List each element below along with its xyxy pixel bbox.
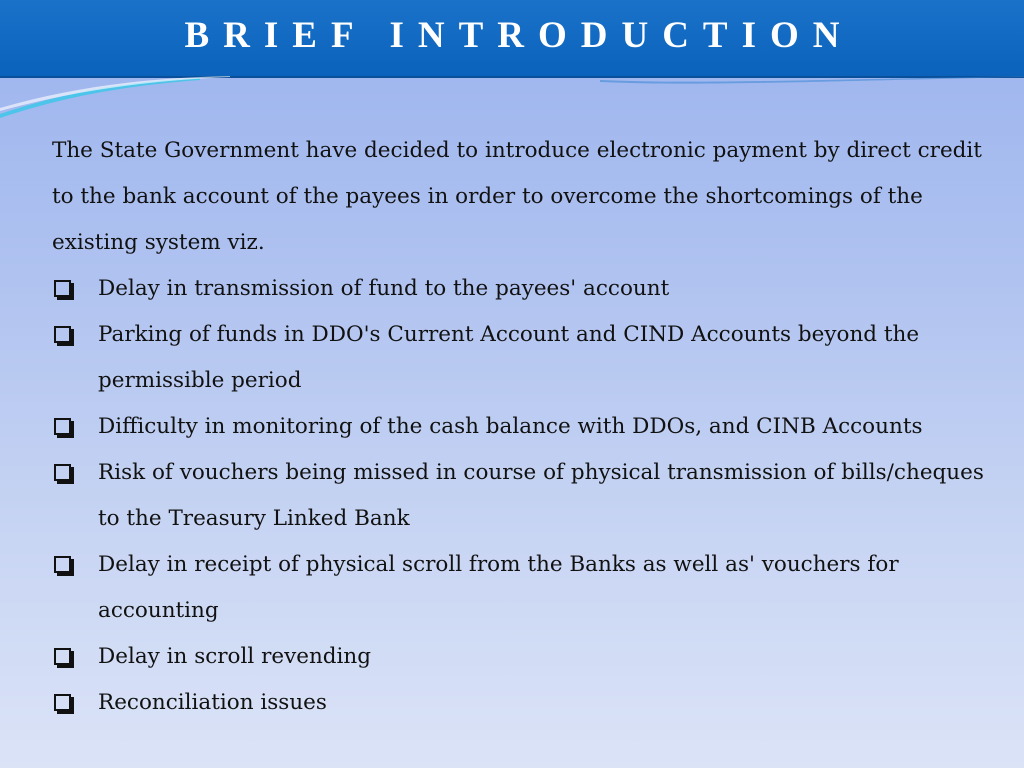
checkbox-square-icon xyxy=(54,694,71,711)
decorative-swoosh xyxy=(0,74,1024,124)
swoosh-curve-right xyxy=(600,76,1024,84)
checkbox-square-icon xyxy=(54,556,71,573)
list-item-text: Difficulty in monitoring of the cash balance with DDOs, and CINB Accounts xyxy=(98,414,923,439)
list-item-text: Parking of funds in DDO's Current Account and CIND Accounts beyond the permissible period xyxy=(98,322,920,393)
checkbox-square-icon xyxy=(54,326,71,343)
checkbox-square-icon xyxy=(54,464,71,481)
list-item xyxy=(52,450,1002,542)
list-item xyxy=(52,312,1002,404)
list-item xyxy=(52,680,1002,726)
list-item-text: Delay in transmission of fund to the payees' account xyxy=(98,276,670,301)
list-item xyxy=(52,634,1002,680)
list-item xyxy=(52,542,1002,634)
checkbox-square-icon xyxy=(54,418,71,435)
slide-body xyxy=(52,128,1002,726)
checkbox-square-icon xyxy=(54,280,71,297)
list-item-text: Reconciliation issues xyxy=(98,690,327,715)
list-item xyxy=(52,404,1002,450)
title-bar xyxy=(0,0,1024,78)
checkbox-square-icon xyxy=(54,648,71,665)
swoosh-curve-cyan xyxy=(0,78,200,118)
list-item xyxy=(52,266,1002,312)
list-item-text: Delay in receipt of physical scroll from the Banks as well as' vouchers for accounting xyxy=(98,552,899,623)
intro-paragraph: The State Government have decided to introduce electronic payment by direct credit to the bank account of the payees in order to overcome the shortcomings of the existing system viz. xyxy=(52,138,982,255)
shortcomings-list xyxy=(52,266,1002,726)
list-item-text: Delay in scroll revending xyxy=(98,644,372,669)
slide-title: BRIEF INTRODUCTION xyxy=(184,14,854,56)
list-item-text: Risk of vouchers being missed in course of physical transmission of bills/cheques to the Treasury Linked Bank xyxy=(98,460,984,531)
